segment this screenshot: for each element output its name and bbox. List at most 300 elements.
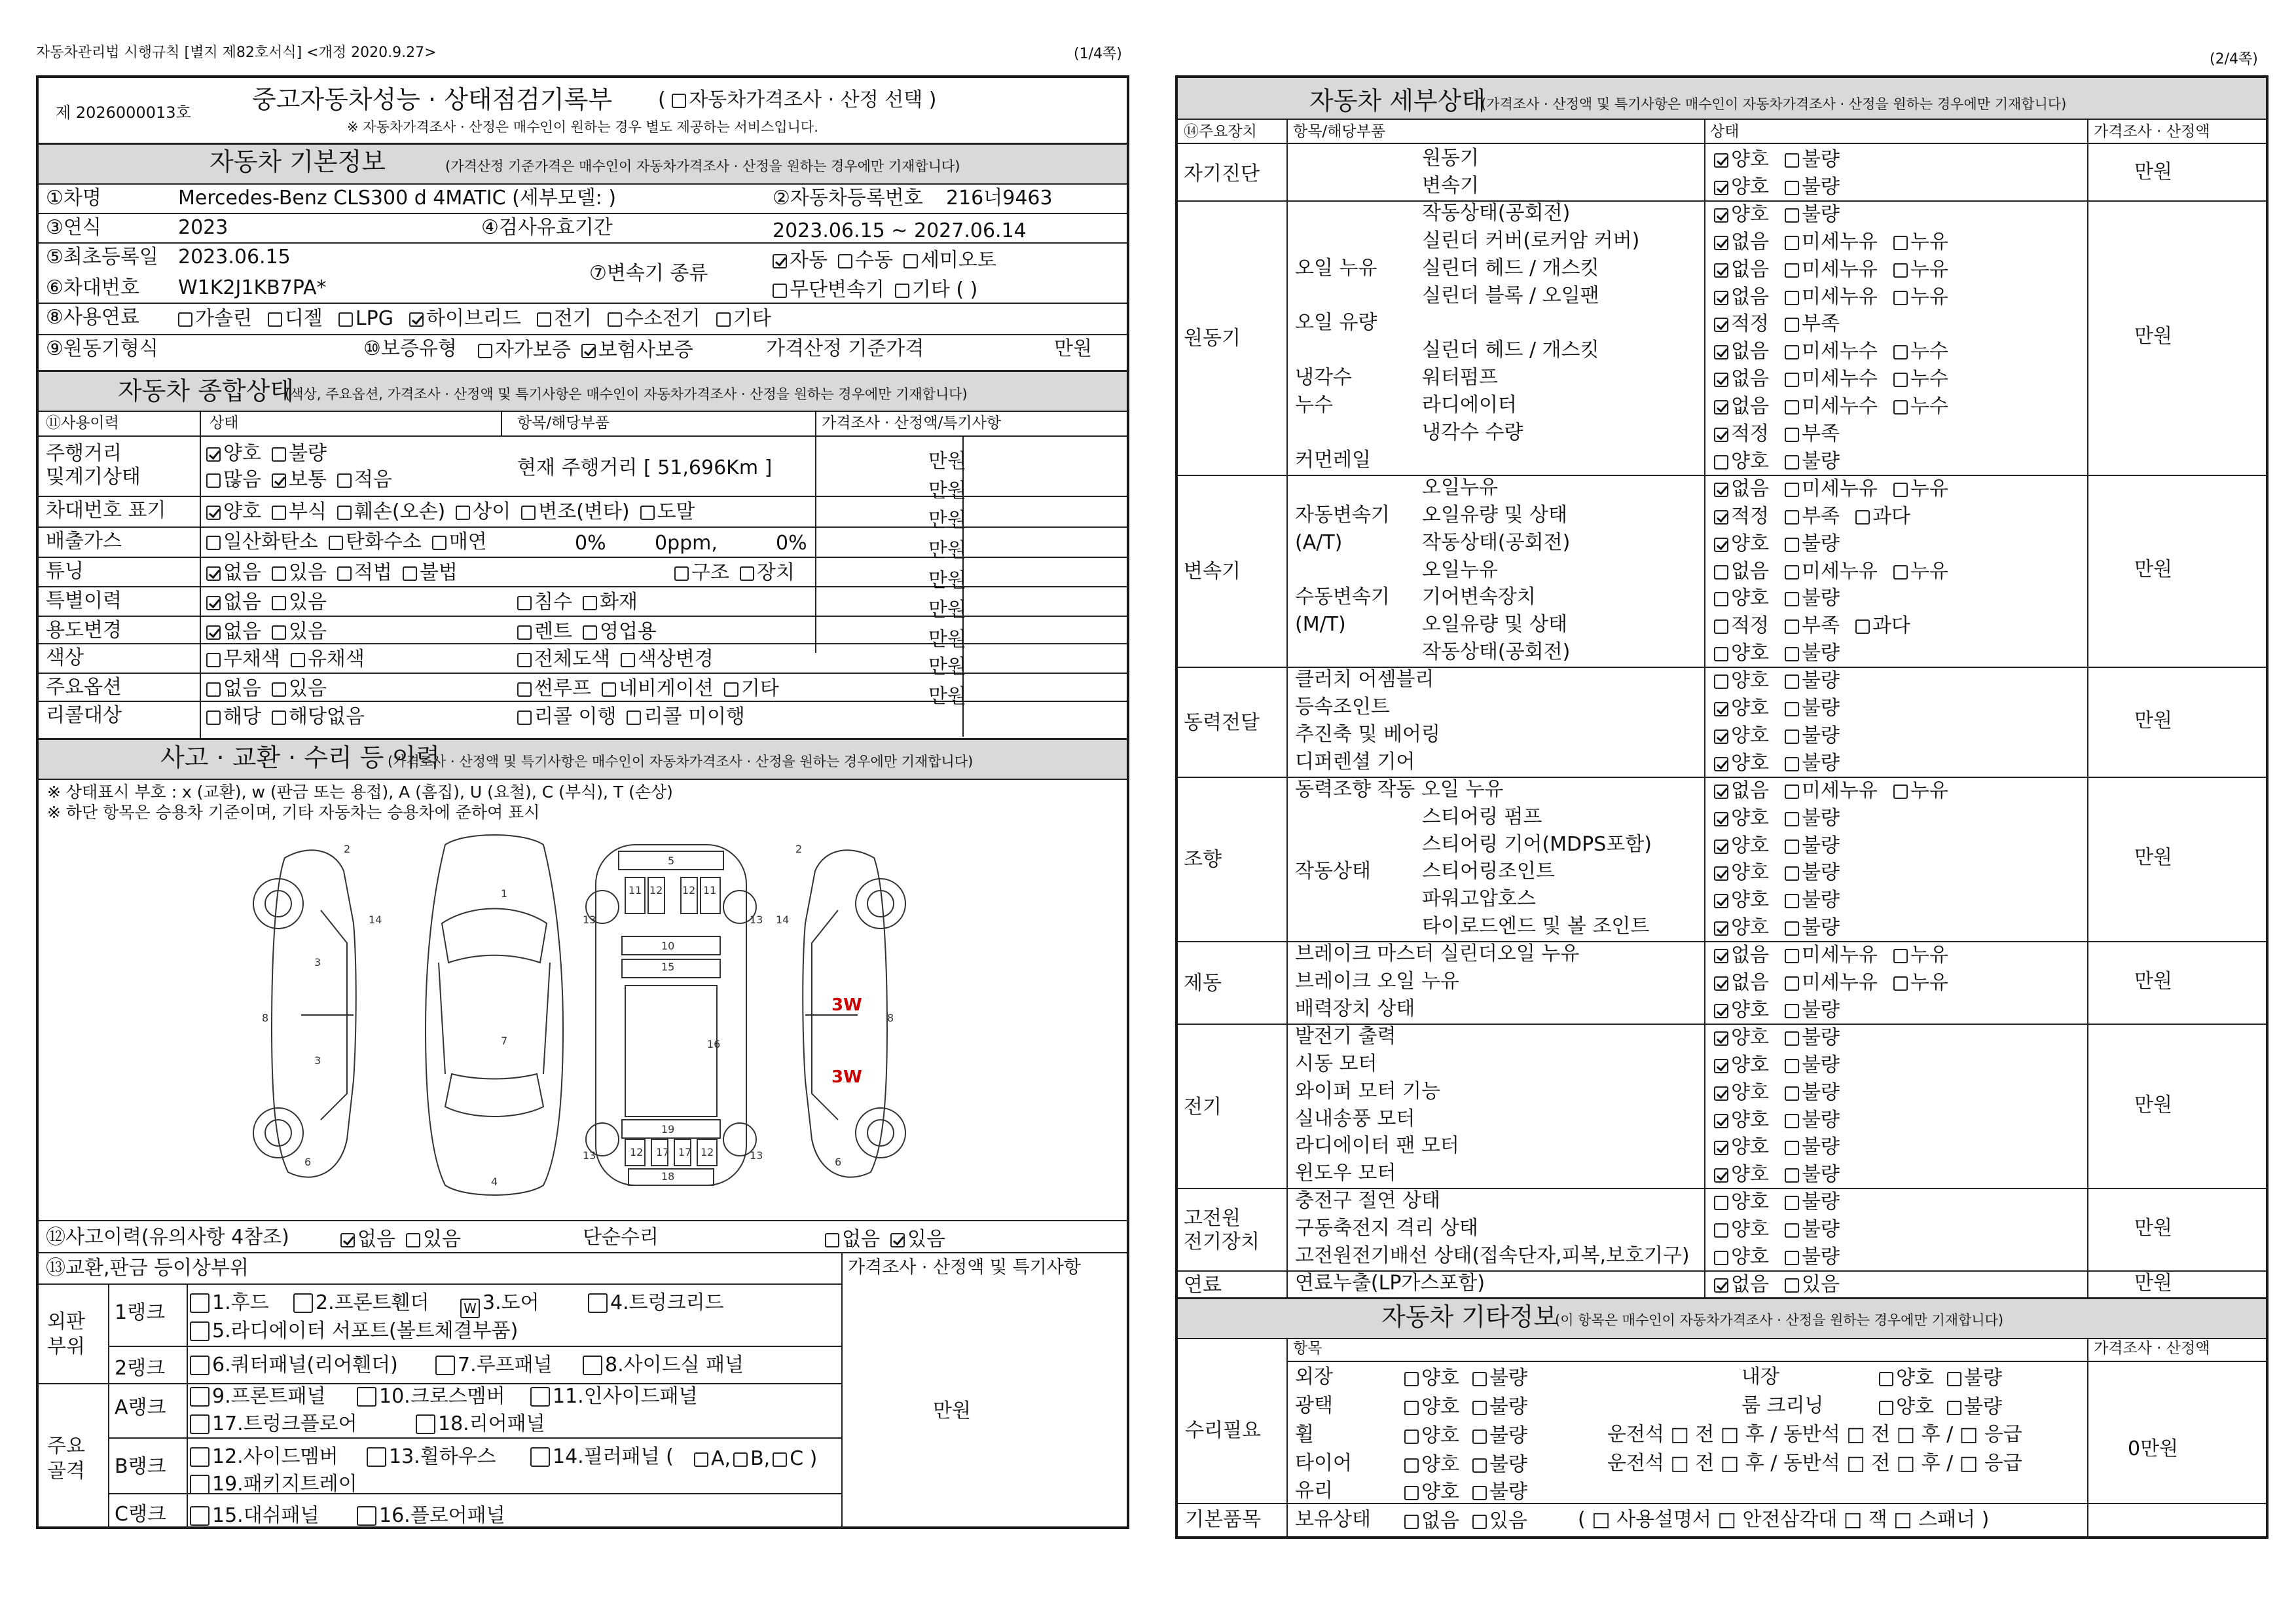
mark-box[interactable] [583, 1356, 602, 1375]
option-page2-groups-7-rows-0-opts-1[interactable] [1785, 1190, 1840, 1213]
checkbox[interactable] [1785, 345, 1799, 360]
detail-state-4-4[interactable] [1714, 891, 1855, 910]
option-page2-ext_opts-0[interactable] [1404, 1367, 1459, 1390]
detail-state-1-2[interactable] [1714, 257, 1964, 281]
option-page2-groups-5-rows-1-opts-1[interactable] [1785, 971, 1878, 994]
option-page2-gloss_opts-1[interactable] [1472, 1395, 1527, 1418]
checkbox[interactable] [1714, 1223, 1728, 1238]
part-page1-accident-r2-1[interactable] [435, 1356, 553, 1375]
option-page1-overall-rows-vin_mark_opts-4[interactable] [521, 500, 629, 523]
option-page1-overall-rows-emission_opts-0[interactable] [206, 530, 318, 553]
mark-box[interactable] [190, 1387, 210, 1407]
option-page2-groups-1-rows-8-opts-1[interactable] [1785, 422, 1840, 445]
part-page1-accident-rAa-2[interactable] [530, 1387, 698, 1407]
overall-color_opts2[interactable] [517, 650, 724, 669]
checkbox[interactable] [1893, 291, 1908, 305]
option-page2-groups-1-rows-7-opts-1[interactable] [1785, 395, 1878, 418]
option-page2-groups-1-rows-3-opts-0[interactable] [1714, 286, 1769, 308]
etc-opts-2[interactable] [1404, 1426, 1540, 1446]
option-page2-groups-1-rows-2-opts-0[interactable] [1714, 258, 1769, 281]
checkbox[interactable] [1785, 510, 1799, 525]
option-page1-overall-rows-vin_mark_opts-0[interactable] [206, 500, 261, 523]
warranty-options[interactable] [478, 341, 704, 360]
mark-box[interactable] [530, 1447, 550, 1467]
checkbox[interactable] [1714, 345, 1728, 360]
mark-box[interactable] [190, 1506, 210, 1526]
option-page1-overall-rows-mileage_opts2-1[interactable] [272, 468, 327, 491]
option-page1-basic-fuel_options-0[interactable] [178, 307, 252, 330]
option-page1-overall-rows-emission_opts-2[interactable] [432, 530, 487, 553]
checkbox[interactable] [403, 566, 417, 581]
checkbox[interactable] [1785, 1278, 1799, 1293]
option-page2-groups-2-rows-5-opts-1[interactable] [1785, 614, 1840, 637]
checkbox[interactable] [1714, 976, 1728, 991]
option-page2-groups-2-rows-4-opts-1[interactable] [1785, 587, 1840, 610]
option-page2-tire_opts-1[interactable] [1472, 1453, 1527, 1476]
detail-state-6-3[interactable] [1714, 1108, 1855, 1132]
checkbox[interactable] [1785, 1004, 1799, 1018]
checkbox[interactable] [272, 682, 286, 697]
checkbox[interactable] [602, 682, 616, 697]
option-page1-overall-rows-usage_opts2-1[interactable] [583, 620, 657, 643]
detail-state-2-1[interactable] [1714, 504, 1926, 528]
checkbox[interactable] [1785, 1251, 1799, 1265]
option-page2-groups-1-rows-4-opts-1[interactable] [1785, 312, 1840, 335]
checkbox[interactable] [1893, 565, 1908, 580]
option-page1-basic-fuel_options-6[interactable] [716, 307, 771, 330]
title-option[interactable]: ( 자동차가격조사 · 산정 선택 ) [658, 88, 937, 111]
option-page2-groups-1-rows-6-opts-2[interactable] [1893, 367, 1948, 390]
checkbox[interactable] [608, 312, 622, 327]
option-page2-own_opts-0[interactable] [1404, 1509, 1459, 1532]
option-page2-groups-2-rows-1-opts-2[interactable] [1855, 505, 1910, 528]
detail-state-1-3[interactable] [1714, 287, 1964, 307]
option-page2-groups-0-rows-1-opts-1[interactable] [1785, 175, 1840, 198]
mark-box[interactable] [435, 1356, 455, 1375]
option-page1-overall-rows-color_opts2-0[interactable] [517, 648, 610, 671]
part-page1-accident-rAa-0[interactable] [190, 1387, 326, 1407]
option-page2-groups-7-rows-2-opts-0[interactable] [1714, 1246, 1769, 1268]
option-page2-groups-4-rows-4-opts-0[interactable] [1714, 889, 1769, 912]
checkbox[interactable] [674, 566, 689, 581]
checkbox[interactable] [1714, 757, 1728, 771]
checkbox[interactable] [478, 344, 492, 358]
checkbox[interactable] [1785, 483, 1799, 497]
option-page2-gloss_opts-0[interactable] [1404, 1395, 1459, 1418]
checkbox[interactable] [1404, 1372, 1419, 1386]
checkbox[interactable] [406, 1233, 420, 1247]
option-page2-groups-4-rows-2-opts-0[interactable] [1714, 834, 1769, 857]
option-page2-groups-3-rows-3-opts-1[interactable] [1785, 752, 1840, 775]
option-page2-groups-5-rows-0-opts-1[interactable] [1785, 944, 1878, 967]
option-page2-groups-6-rows-4-opts-1[interactable] [1785, 1135, 1840, 1158]
checkbox[interactable] [1785, 538, 1799, 552]
option-page2-groups-4-rows-1-opts-1[interactable] [1785, 807, 1840, 830]
checkbox[interactable] [517, 653, 532, 667]
part-page1-accident-r1b-0[interactable] [190, 1321, 518, 1341]
option-page1-overall-rows-tuning_opts-0[interactable] [206, 561, 261, 584]
checkbox[interactable] [903, 254, 918, 268]
detail-state-1-0[interactable] [1714, 202, 1855, 226]
option-page2-groups-5-rows-2-opts-1[interactable] [1785, 999, 1840, 1022]
option-page2-groups-2-rows-6-opts-0[interactable] [1714, 642, 1769, 665]
part-page1-accident-r2-2[interactable] [583, 1356, 744, 1375]
option-page1-overall-rows-special_opts-0[interactable] [206, 591, 261, 614]
checkbox[interactable] [1714, 592, 1728, 606]
option-page2-groups-6-rows-4-opts-0[interactable] [1714, 1135, 1769, 1158]
checkbox[interactable] [1947, 1372, 1961, 1386]
option-page2-groups-2-rows-5-opts-2[interactable] [1855, 614, 1910, 637]
checkbox[interactable] [1714, 729, 1728, 744]
detail-state-2-5[interactable] [1714, 616, 1926, 636]
option-page1-basic-trans_options-0[interactable] [773, 249, 828, 272]
checkbox[interactable] [1714, 208, 1728, 223]
checkbox[interactable] [825, 1233, 839, 1247]
option-page1-overall-rows-color_opts2-1[interactable] [621, 648, 714, 671]
detail-state-4-3[interactable] [1714, 863, 1855, 883]
option-page2-groups-1-rows-9-opts-0[interactable] [1714, 450, 1769, 473]
etc-opts-4[interactable] [1404, 1483, 1540, 1502]
etc-opts-0[interactable] [1404, 1369, 1540, 1388]
checkbox[interactable] [1785, 784, 1799, 799]
checkbox[interactable] [1893, 976, 1908, 991]
checkbox[interactable] [1714, 236, 1728, 250]
checkbox[interactable] [272, 625, 286, 640]
checkbox[interactable] [1714, 318, 1728, 332]
option-page2-groups-1-rows-3-opts-1[interactable] [1785, 286, 1878, 308]
option-page2-groups-4-rows-3-opts-1[interactable] [1785, 861, 1840, 884]
option-page2-groups-2-rows-0-opts-0[interactable] [1714, 477, 1769, 500]
detail-state-4-0[interactable] [1714, 781, 1964, 801]
mark-box[interactable]: W [460, 1299, 480, 1318]
option-page1-overall-rows-mileage_opts1-0[interactable] [206, 442, 261, 465]
option-page2-groups-4-rows-1-opts-0[interactable] [1714, 807, 1769, 830]
option-page2-groups-7-rows-1-opts-0[interactable] [1714, 1218, 1769, 1241]
detail-state-3-0[interactable] [1714, 671, 1855, 691]
option-page2-groups-1-rows-2-opts-1[interactable] [1785, 258, 1878, 281]
checkbox[interactable] [1714, 263, 1728, 278]
checkbox[interactable] [773, 1452, 787, 1467]
checkbox[interactable] [1714, 840, 1728, 854]
mark-box[interactable] [190, 1447, 210, 1467]
checkbox[interactable] [1714, 373, 1728, 387]
mark-box[interactable] [190, 1293, 210, 1313]
checkbox[interactable] [268, 312, 282, 327]
checkbox[interactable] [640, 506, 655, 520]
checkbox[interactable] [1879, 1372, 1893, 1386]
checkbox[interactable] [1785, 565, 1799, 580]
checkbox[interactable] [272, 710, 286, 725]
option-page2-groups-8-rows-0-opts-1[interactable] [1785, 1273, 1840, 1296]
option-page1-overall-rows-vin_mark_opts-5[interactable] [640, 500, 695, 523]
checkbox[interactable] [1785, 428, 1799, 442]
checkbox[interactable] [178, 312, 192, 327]
checkbox[interactable] [1785, 1141, 1799, 1155]
checkbox[interactable] [1472, 1515, 1487, 1529]
checkbox[interactable] [740, 566, 754, 581]
fuel-options[interactable] [178, 309, 787, 329]
checkbox[interactable] [1714, 483, 1728, 497]
option-page1-basic-fuel_options-5[interactable] [608, 307, 701, 330]
checkbox[interactable] [456, 506, 470, 520]
transmission-options-row1[interactable] [773, 251, 1007, 270]
checkbox[interactable] [1785, 455, 1799, 470]
option-page2-groups-1-rows-3-opts-2[interactable] [1893, 286, 1948, 308]
checkbox[interactable] [1785, 840, 1799, 854]
option-page2-groups-2-rows-3-opts-0[interactable] [1714, 560, 1769, 583]
checkbox[interactable] [1785, 921, 1799, 936]
option-page2-groups-1-rows-8-opts-0[interactable] [1714, 422, 1769, 445]
option-page2-groups-6-rows-0-opts-1[interactable] [1785, 1026, 1840, 1049]
mark-box[interactable] [367, 1447, 386, 1467]
option-page1-overall-rows-recall_opts2-0[interactable] [517, 705, 616, 728]
option-page1-overall-rows-mileage_opts2-2[interactable] [337, 468, 392, 491]
detail-state-1-5[interactable] [1714, 342, 1964, 361]
option-page2-groups-2-rows-1-opts-1[interactable] [1785, 505, 1840, 528]
checkbox[interactable] [895, 284, 909, 298]
option-page2-groups-2-rows-1-opts-0[interactable] [1714, 505, 1769, 528]
part-page1-accident-r2-0[interactable] [190, 1356, 398, 1375]
checkbox[interactable] [272, 596, 286, 610]
option-page2-groups-4-rows-5-opts-1[interactable] [1785, 916, 1840, 939]
checkbox[interactable] [517, 625, 532, 640]
etc-opts2-0[interactable] [1879, 1369, 2015, 1388]
checkbox[interactable] [1785, 702, 1799, 716]
option-page1-overall-rows-mileage_opts1-1[interactable] [272, 442, 327, 465]
detail-state-2-2[interactable] [1714, 534, 1855, 554]
checkbox[interactable] [517, 710, 532, 725]
option-page1-accident-rBpillar-2[interactable] [773, 1447, 817, 1470]
checkbox[interactable] [338, 312, 353, 327]
mark-box[interactable] [293, 1293, 313, 1313]
overall-tuning_opts2[interactable] [674, 563, 805, 583]
checkbox[interactable] [1714, 400, 1728, 415]
checkbox[interactable] [1893, 345, 1908, 360]
accident-history-options[interactable] [340, 1230, 471, 1249]
overall-vin_mark_opts[interactable] [206, 502, 706, 522]
checkbox[interactable] [1714, 1168, 1728, 1183]
checkbox[interactable] [1785, 1196, 1799, 1210]
detail-state-1-8[interactable] [1714, 424, 1855, 444]
checkbox[interactable] [1785, 1059, 1799, 1073]
option-page1-overall-rows-vin_mark_opts-3[interactable] [456, 500, 511, 523]
option-page2-groups-1-rows-2-opts-2[interactable] [1893, 258, 1948, 281]
option-page2-groups-3-rows-1-opts-1[interactable] [1785, 697, 1840, 720]
checkbox[interactable] [206, 566, 221, 581]
checkbox[interactable] [1714, 428, 1728, 442]
overall-recall_opts2[interactable] [517, 707, 756, 727]
checkbox[interactable] [1714, 812, 1728, 826]
detail-state-6-2[interactable] [1714, 1080, 1855, 1104]
option-page1-overall-rows-options_opts-1[interactable] [272, 677, 327, 700]
checkbox[interactable] [1714, 784, 1728, 799]
part-page1-accident-rAb-0[interactable] [190, 1414, 357, 1434]
checkbox[interactable] [1714, 1059, 1728, 1073]
option-page1-accident-history_opts-1[interactable] [406, 1228, 461, 1251]
option-page1-overall-rows-tuning_opts-2[interactable] [337, 561, 392, 584]
option-page1-overall-rows-special_opts-1[interactable] [272, 591, 327, 614]
checkbox[interactable] [890, 1233, 905, 1247]
option-page1-overall-rows-special_opts2-1[interactable] [583, 591, 638, 614]
checkbox[interactable] [337, 473, 352, 488]
option-page2-groups-7-rows-0-opts-0[interactable] [1714, 1190, 1769, 1213]
option-page2-groups-0-rows-1-opts-0[interactable] [1714, 175, 1769, 198]
checkbox[interactable] [583, 596, 597, 610]
checkbox[interactable] [1893, 483, 1908, 497]
detail-state-5-1[interactable] [1714, 973, 1964, 993]
option-page1-basic-fuel_options-3[interactable] [409, 307, 521, 330]
checkbox[interactable] [206, 506, 221, 520]
option-page2-groups-1-rows-4-opts-0[interactable] [1714, 312, 1769, 335]
option-page2-groups-6-rows-2-opts-1[interactable] [1785, 1081, 1840, 1104]
option-page2-groups-1-rows-1-opts-1[interactable] [1785, 231, 1878, 253]
option-page2-groups-4-rows-3-opts-0[interactable] [1714, 861, 1769, 884]
overall-mileage_opts1[interactable] [206, 444, 337, 464]
detail-state-0-0[interactable] [1714, 150, 1855, 170]
checkbox[interactable] [1785, 1223, 1799, 1238]
mark-box[interactable] [357, 1387, 376, 1407]
checkbox[interactable] [291, 653, 305, 667]
option-page1-basic-trans_options_b-1[interactable] [895, 278, 977, 301]
part-page1-accident-rBa-1[interactable] [367, 1447, 496, 1467]
option-page2-groups-2-rows-2-opts-0[interactable] [1714, 532, 1769, 555]
checkbox[interactable] [1714, 894, 1728, 908]
detail-state-5-0[interactable] [1714, 946, 1964, 965]
checkbox[interactable] [1714, 1004, 1728, 1018]
checkbox[interactable] [1472, 1372, 1487, 1386]
option-page1-overall-rows-special_opts2-0[interactable] [517, 591, 572, 614]
simple-repair-options[interactable] [825, 1230, 956, 1249]
detail-state-3-3[interactable] [1714, 751, 1855, 775]
checkbox[interactable] [724, 682, 738, 697]
option-page1-overall-rows-mileage_opts2-0[interactable] [206, 468, 261, 491]
checkbox[interactable] [1879, 1401, 1893, 1415]
option-page2-groups-2-rows-6-opts-1[interactable] [1785, 642, 1840, 665]
checkbox[interactable] [1714, 647, 1728, 661]
option-page2-groups-2-rows-3-opts-1[interactable] [1785, 560, 1878, 583]
detail-state-6-0[interactable] [1714, 1025, 1855, 1049]
checkbox[interactable] [206, 473, 221, 488]
mark-box[interactable] [588, 1293, 608, 1313]
checkbox[interactable] [206, 536, 221, 550]
option-page2-groups-1-rows-0-opts-1[interactable] [1785, 203, 1840, 226]
overall-usage_opts2[interactable] [517, 622, 667, 642]
overall-special_opts[interactable] [206, 593, 337, 612]
checkbox[interactable] [517, 682, 532, 697]
option-page2-groups-2-rows-3-opts-2[interactable] [1893, 560, 1948, 583]
detail-state-4-5[interactable] [1714, 918, 1855, 938]
option-page2-groups-7-rows-2-opts-1[interactable] [1785, 1246, 1840, 1268]
option-page2-groups-1-rows-1-opts-0[interactable] [1714, 231, 1769, 253]
option-page2-wheel_opts-0[interactable] [1404, 1424, 1459, 1447]
option-page1-accident-simple_opts-1[interactable] [890, 1228, 945, 1251]
option-page2-groups-6-rows-1-opts-0[interactable] [1714, 1054, 1769, 1077]
part-page1-accident-rBa-2[interactable] [530, 1447, 674, 1467]
mark-box[interactable] [416, 1414, 435, 1434]
mark-box[interactable] [190, 1414, 210, 1434]
checkbox[interactable] [1714, 1141, 1728, 1155]
checkbox[interactable] [206, 447, 221, 462]
checkbox[interactable] [1404, 1401, 1419, 1415]
checkbox[interactable] [581, 344, 596, 358]
option-page1-overall-rows-vin_mark_opts-2[interactable] [337, 500, 445, 523]
checkbox[interactable] [1714, 181, 1728, 195]
part-page1-accident-rAb-1[interactable] [416, 1414, 545, 1434]
checkbox[interactable] [272, 473, 286, 488]
checkbox[interactable] [1785, 647, 1799, 661]
option-page1-accident-simple_opts-0[interactable] [825, 1228, 880, 1251]
option-page2-groups-4-rows-5-opts-0[interactable] [1714, 916, 1769, 939]
option-page2-groups-3-rows-0-opts-1[interactable] [1785, 669, 1840, 692]
option-page1-basic-trans_options-2[interactable] [903, 249, 996, 272]
mark-box[interactable] [190, 1356, 210, 1375]
etc-opts-1[interactable] [1404, 1397, 1540, 1417]
option-page2-groups-0-rows-0-opts-1[interactable] [1785, 148, 1840, 171]
checkbox[interactable] [537, 312, 551, 327]
detail-state-7-0[interactable] [1714, 1192, 1855, 1212]
option-page2-wheel_opts-1[interactable] [1472, 1424, 1527, 1447]
detail-state-2-3[interactable] [1714, 559, 1964, 583]
option-page1-basic-fuel_options-1[interactable] [268, 307, 323, 330]
checkbox[interactable] [340, 1233, 355, 1247]
etc-opts-5[interactable] [1404, 1511, 1540, 1531]
checkbox[interactable] [1785, 866, 1799, 881]
checkbox[interactable] [1893, 236, 1908, 250]
checkbox[interactable] [1785, 400, 1799, 415]
checkbox[interactable] [1947, 1401, 1961, 1415]
option-page2-groups-5-rows-0-opts-0[interactable] [1714, 944, 1769, 967]
checkbox[interactable] [1855, 510, 1870, 525]
option-page1-overall-rows-emission_opts-1[interactable] [329, 530, 422, 553]
checkbox[interactable] [1855, 619, 1870, 634]
option-page1-overall-rows-recall_opts-1[interactable] [272, 705, 365, 728]
option-page1-basic-warranty_options-0[interactable] [478, 339, 571, 361]
part-page1-accident-rAa-1[interactable] [357, 1387, 505, 1407]
option-page1-overall-rows-options_opts-0[interactable] [206, 677, 261, 700]
checkbox[interactable] [1472, 1401, 1487, 1415]
part-page1-accident-r1a-0[interactable] [190, 1293, 269, 1313]
transmission-options-row2[interactable] [773, 280, 988, 300]
detail-state-3-1[interactable] [1714, 699, 1855, 718]
option-page2-groups-1-rows-7-opts-0[interactable] [1714, 395, 1769, 418]
checkbox[interactable] [272, 447, 286, 462]
checkbox[interactable] [773, 284, 787, 298]
checkbox[interactable] [583, 625, 597, 640]
checkbox[interactable] [272, 566, 286, 581]
option-page1-overall-rows-tuning_opts-1[interactable] [272, 561, 327, 584]
option-page1-overall-rows-options_opts2-1[interactable] [602, 677, 714, 700]
detail-state-8-0[interactable] [1714, 1272, 1855, 1296]
checkbox[interactable] [716, 312, 731, 327]
checkbox[interactable] [1785, 153, 1799, 168]
checkbox[interactable] [1785, 263, 1799, 278]
checkbox[interactable] [272, 506, 286, 520]
detail-state-6-1[interactable] [1714, 1053, 1855, 1077]
part-page1-accident-rBb-0[interactable] [190, 1475, 357, 1494]
checkbox[interactable] [773, 254, 787, 268]
checkbox[interactable] [1893, 373, 1908, 387]
option-page2-groups-6-rows-0-opts-0[interactable] [1714, 1026, 1769, 1049]
checkbox[interactable] [1893, 784, 1908, 799]
detail-state-0-1[interactable] [1714, 177, 1855, 197]
checkbox[interactable] [1714, 538, 1728, 552]
checkbox[interactable] [1785, 592, 1799, 606]
checkbox[interactable] [1785, 1114, 1799, 1128]
checkbox[interactable] [409, 312, 424, 327]
option-page2-groups-1-rows-5-opts-1[interactable] [1785, 340, 1878, 363]
detail-state-2-6[interactable] [1714, 644, 1855, 663]
overall-options_opts[interactable] [206, 679, 337, 699]
